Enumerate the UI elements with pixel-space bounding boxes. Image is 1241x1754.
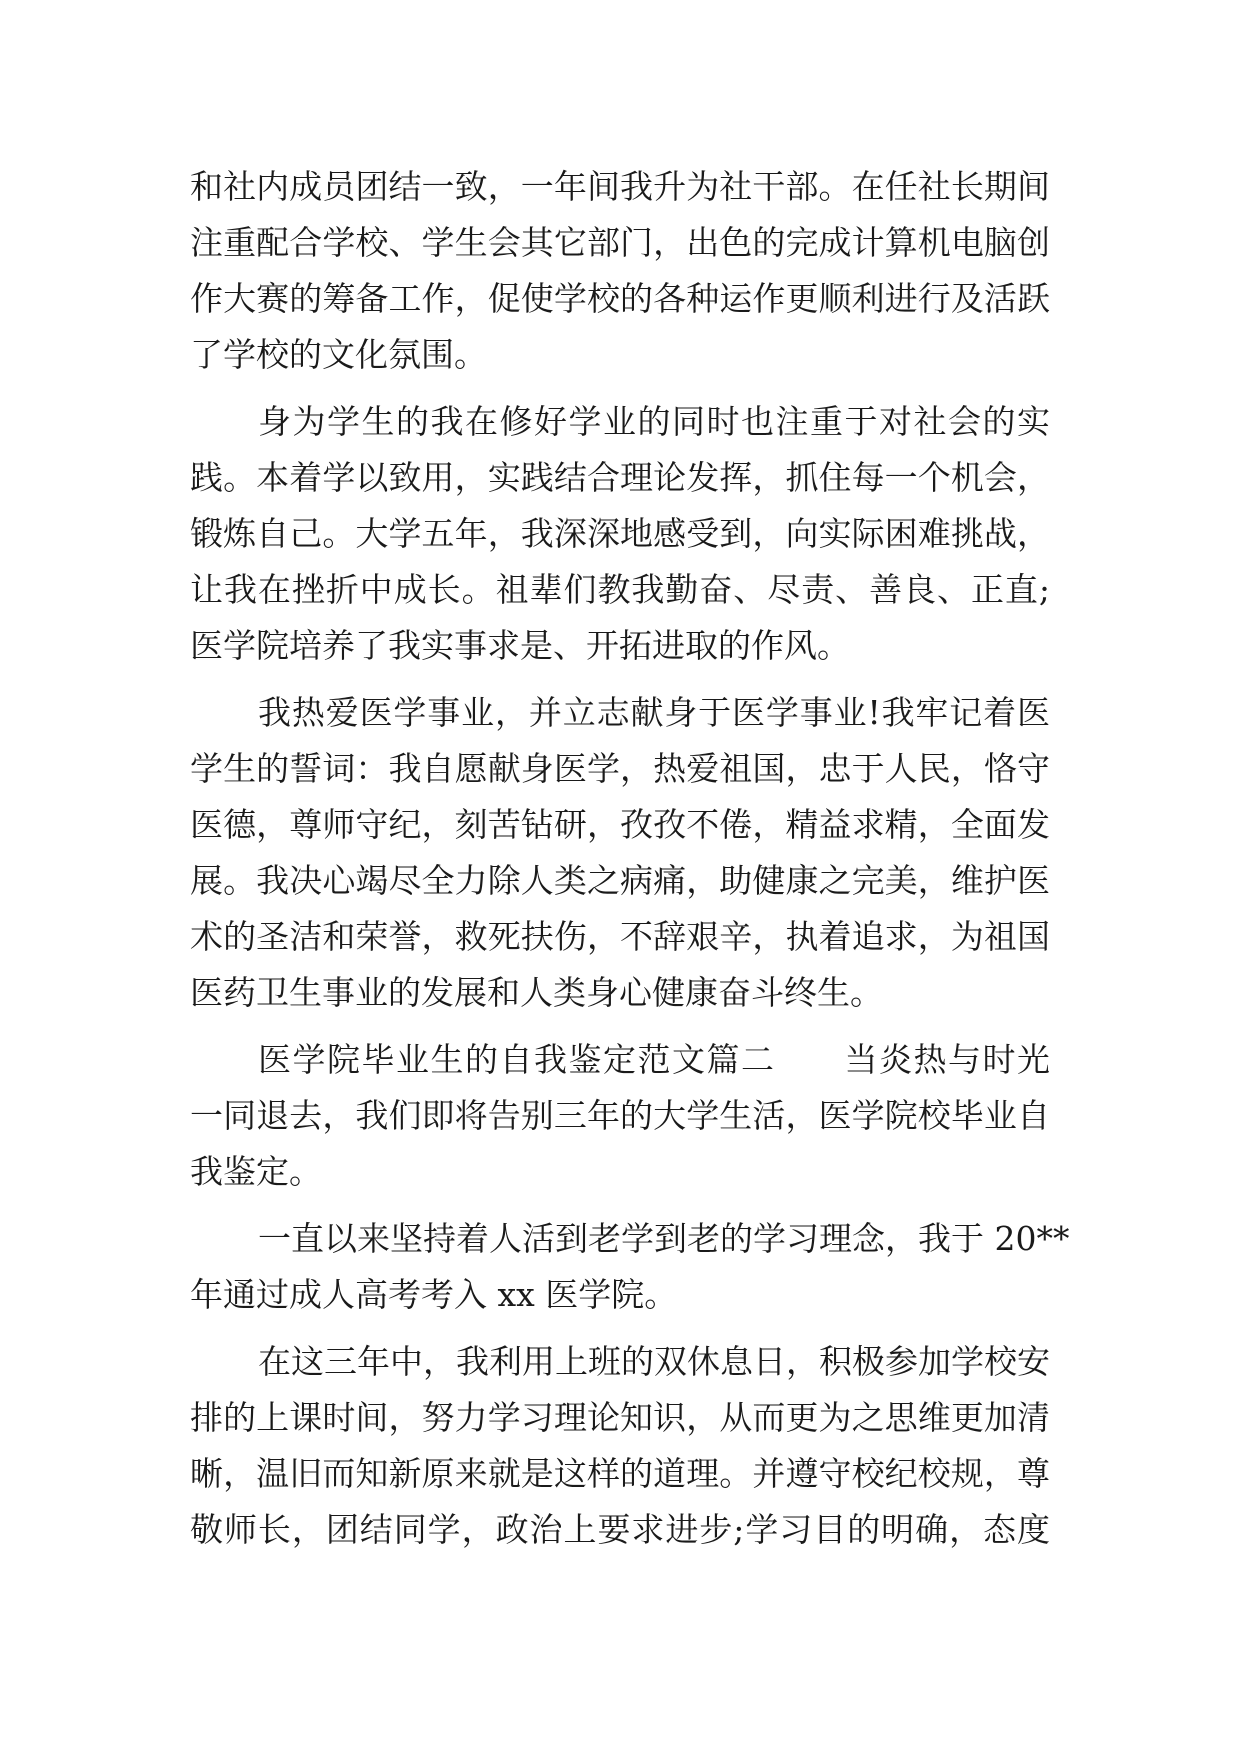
text-line: 学生的誓词：我自愿献身医学，热爱祖国，忠于人民，恪守 (190, 749, 1050, 788)
text-line: 践。本着学以致用，实践结合理论发挥，抓住每一个机会， (190, 458, 1050, 497)
text-line: 医德，尊师守纪，刻苦钻研，孜孜不倦，精益求精，全面发 (190, 805, 1050, 844)
section-heading-line: 医学院毕业生的自我鉴定范文篇二 当炎热与时光 (258, 1040, 1050, 1079)
text-line: 注重配合学校、学生会其它部门，出色的完成计算机电脑创 (190, 223, 1050, 262)
text-line: 医药卫生事业的发展和人类身心健康奋斗终生。 (190, 973, 883, 1012)
text-line: 术的圣洁和荣誉，救死扶伤，不辞艰辛，执着追求，为祖国 (190, 917, 1050, 956)
text-line: 了学校的文化氛围。 (190, 335, 487, 374)
text-line: 锻炼自己。大学五年，我深深地感受到，向实际困难挑战， (190, 514, 1050, 553)
text-line: 让我在挫折中成长。祖辈们教我勤奋、尽责、善良、正直; (190, 570, 1050, 609)
text-line: 敬师长，团结同学，政治上要求进步;学习目的明确，态度 (190, 1510, 1050, 1549)
paragraph-first-line: 我热爱医学事业，并立志献身于医学事业!我牢记着医 (258, 693, 1050, 732)
text-line: 晰，温旧而知新原来就是这样的道理。并遵守校纪校规，尊 (190, 1454, 1050, 1493)
paragraph-first-line: 身为学生的我在修好学业的同时也注重于对社会的实 (258, 402, 1050, 441)
text-line: 医学院培养了我实事求是、开拓进取的作风。 (190, 626, 850, 665)
paragraph-first-line: 一直以来坚持着人活到老学到老的学习理念，我于 20** (258, 1219, 1070, 1258)
paragraph-first-line: 在这三年中，我利用上班的双休息日，积极参加学校安 (258, 1342, 1050, 1381)
text-line: 展。我决心竭尽全力除人类之病痛，助健康之完美，维护医 (190, 861, 1050, 900)
text-line: 我鉴定。 (190, 1152, 322, 1191)
text-line: 年通过成人高考考入 xx 医学院。 (190, 1275, 678, 1314)
text-line: 和社内成员团结一致，一年间我升为社干部。在任社长期间 (190, 167, 1050, 206)
text-line: 作大赛的筹备工作，促使学校的各种运作更顺利进行及活跃 (190, 279, 1050, 318)
text-line: 一同退去，我们即将告别三年的大学生活，医学院校毕业自 (190, 1096, 1050, 1135)
text-line: 排的上课时间，努力学习理论知识，从而更为之思维更加清 (190, 1398, 1050, 1437)
